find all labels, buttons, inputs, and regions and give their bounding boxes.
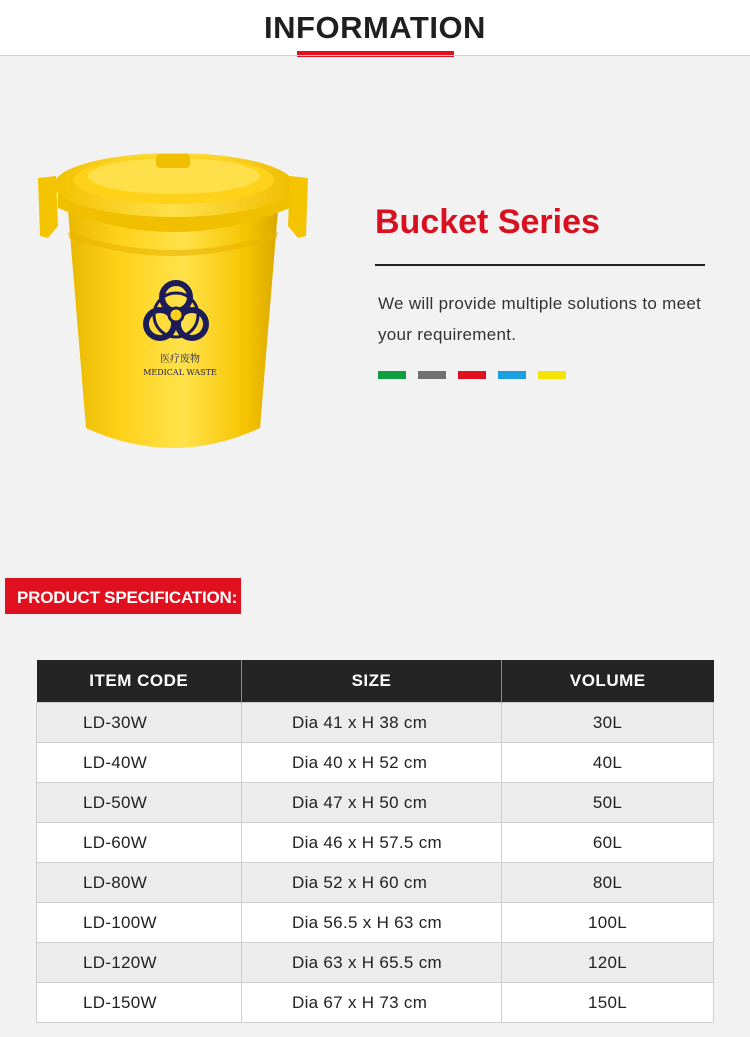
- column-header-item-code: ITEM CODE: [37, 660, 242, 703]
- page-title: INFORMATION: [264, 10, 486, 45]
- page-header: [0, 0, 750, 55]
- cell-volume: 30L: [502, 703, 714, 743]
- cell-item-code: LD-80W: [37, 863, 242, 903]
- color-swatch-gray: [418, 371, 446, 379]
- cell-item-code: LD-40W: [37, 743, 242, 783]
- cell-volume: 100L: [502, 903, 714, 943]
- cell-size: Dia 41 x H 38 cm: [242, 703, 502, 743]
- cell-size: Dia 63 x H 65.5 cm: [242, 943, 502, 983]
- cell-item-code: LD-50W: [37, 783, 242, 823]
- table-row: [37, 983, 714, 1023]
- cell-volume: 150L: [502, 983, 714, 1023]
- table-row: [37, 823, 714, 863]
- cell-item-code: LD-30W: [37, 703, 242, 743]
- cell-volume: 40L: [502, 743, 714, 783]
- table-row: [37, 943, 714, 983]
- cell-size: Dia 47 x H 50 cm: [242, 783, 502, 823]
- table-row: [37, 743, 714, 783]
- series-title: Bucket Series: [375, 203, 600, 241]
- table-header-row: [37, 660, 714, 703]
- table-row: [37, 903, 714, 943]
- color-swatch-blue: [498, 371, 526, 379]
- table-row: [37, 703, 714, 743]
- bucket-product-image: [28, 140, 318, 460]
- cell-item-code: LD-60W: [37, 823, 242, 863]
- bucket-label-cn: 医疗废物: [160, 354, 200, 365]
- series-description: We will provide multiple solutions to meet your requirement.: [378, 294, 702, 344]
- color-options: [378, 371, 566, 379]
- spec-section-label: PRODUCT SPECIFICATION:: [17, 588, 238, 607]
- cell-volume: 50L: [502, 783, 714, 823]
- cell-size: Dia 52 x H 60 cm: [242, 863, 502, 903]
- column-header-volume: VOLUME: [502, 660, 714, 703]
- cell-size: Dia 67 x H 73 cm: [242, 983, 502, 1023]
- cell-item-code: LD-120W: [37, 943, 242, 983]
- table-row: [37, 783, 714, 823]
- cell-size: Dia 56.5 x H 63 cm: [242, 903, 502, 943]
- spec-table: [36, 660, 714, 1023]
- cell-volume: 60L: [502, 823, 714, 863]
- cell-item-code: LD-150W: [37, 983, 242, 1023]
- color-swatch-green: [378, 371, 406, 379]
- title-accent-bar: [297, 51, 454, 57]
- header-divider: [0, 55, 750, 56]
- cell-volume: 120L: [502, 943, 714, 983]
- cell-size: Dia 46 x H 57.5 cm: [242, 823, 502, 863]
- series-divider: [375, 264, 705, 266]
- cell-volume: 80L: [502, 863, 714, 903]
- cell-item-code: LD-100W: [37, 903, 242, 943]
- cell-size: Dia 40 x H 52 cm: [242, 743, 502, 783]
- color-swatch-yellow: [538, 371, 566, 379]
- bucket-label-en: MEDICAL WASTE: [143, 368, 217, 377]
- table-row: [37, 863, 714, 903]
- column-header-size: SIZE: [242, 660, 502, 703]
- spec-section-tag: [5, 578, 241, 614]
- color-swatch-red: [458, 371, 486, 379]
